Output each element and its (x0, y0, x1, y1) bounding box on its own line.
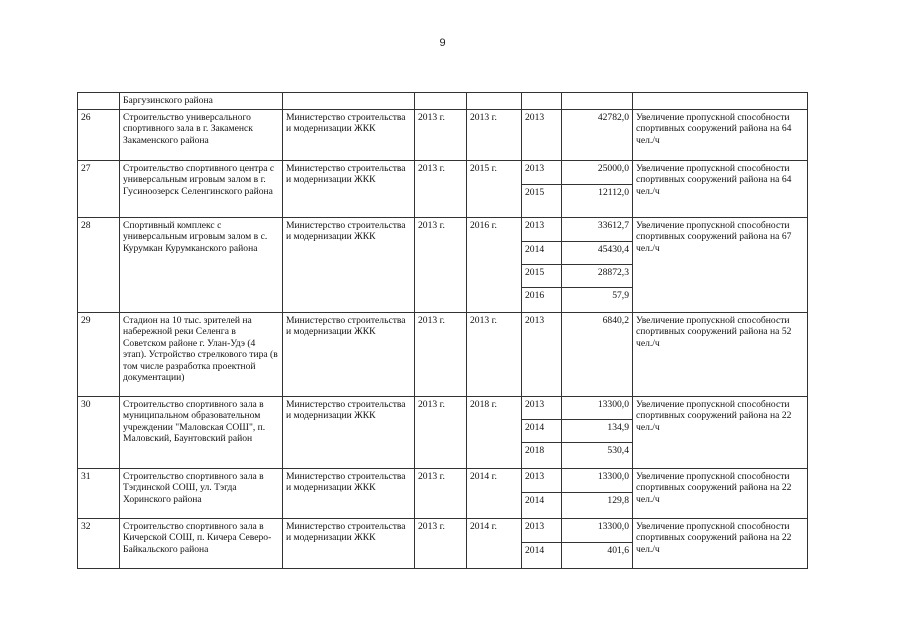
expected-result-cell: Увеличение пропускной способности спортивных сооружений района на 22 чел./ч (633, 397, 808, 469)
funding-amount-cell: 530,4 (562, 443, 633, 469)
funding-year-cell: 2013 (522, 469, 562, 493)
end-year-cell: 2018 г. (467, 397, 522, 469)
project-name-cell: Спортивный комплекс с универсальным игровым залом в с. Курумкан Курумканского района (120, 218, 283, 313)
empty-cell (633, 93, 808, 110)
program-table (77, 92, 808, 569)
funding-year-cell: 2013 (522, 218, 562, 242)
funding-amount-cell: 401,6 (562, 543, 633, 569)
project-name-cell: Строительство спортивного зала в муниципальном образовательном учреждении "Маловская СОШ", п. Маловский, Баунтовский район (120, 397, 283, 469)
end-year-cell: 2013 г. (467, 313, 522, 397)
funding-amount-cell: 33612,7 (562, 218, 633, 242)
table-row (78, 110, 808, 161)
table-row (78, 161, 808, 185)
empty-cell (522, 93, 562, 110)
project-name-cell: Баргузинского района (120, 93, 283, 110)
project-name-cell: Строительство универсального спортивного зала в г. Закаменск Закаменского района (120, 110, 283, 161)
executor-cell: Министерство строительства и модернизации ЖКК (283, 161, 415, 218)
executor-cell: Министерство строительства и модернизации ЖКК (283, 110, 415, 161)
table-row (78, 397, 808, 420)
project-name-cell: Строительство спортивного зала в Тэгдинской СОШ, ул. Тэгда Хоринского района (120, 469, 283, 519)
page-number: 9 (439, 37, 446, 49)
table-row (78, 93, 808, 110)
table-body (78, 93, 808, 569)
executor-cell: Министерство строительства и модернизации ЖКК (283, 313, 415, 397)
executor-cell: Министерство строительства и модернизации ЖКК (283, 218, 415, 313)
funding-year-cell: 2014 (522, 543, 562, 569)
row-number-cell (78, 93, 120, 110)
empty-cell (415, 93, 467, 110)
empty-cell (467, 93, 522, 110)
table-row (78, 218, 808, 242)
funding-amount-cell: 25000,0 (562, 161, 633, 185)
project-name-cell: Стадион на 10 тыс. зрителей на набережной реки Селенга в Советском районе г. Улан-Удэ (4 этап). Устройство стрелкового тира (в том числе разработка проектной документации) (120, 313, 283, 397)
end-year-cell: 2016 г. (467, 218, 522, 313)
row-number-cell: 28 (78, 218, 120, 313)
funding-amount-cell: 134,9 (562, 420, 633, 443)
funding-amount-cell: 129,8 (562, 493, 633, 519)
funding-amount-cell: 6840,2 (562, 313, 633, 397)
funding-amount-cell: 57,9 (562, 288, 633, 313)
funding-year-cell: 2014 (522, 493, 562, 519)
row-number-cell: 30 (78, 397, 120, 469)
end-year-cell: 2014 г. (467, 469, 522, 519)
funding-amount-cell: 42782,0 (562, 110, 633, 161)
table-row (78, 519, 808, 543)
empty-cell (562, 93, 633, 110)
funding-year-cell: 2014 (522, 420, 562, 443)
row-number-cell: 31 (78, 469, 120, 519)
empty-cell (283, 93, 415, 110)
row-number-cell: 26 (78, 110, 120, 161)
expected-result-cell: Увеличение пропускной способности спортивных сооружений района на 67 чел./ч (633, 218, 808, 313)
funding-year-cell: 2013 (522, 161, 562, 185)
row-number-cell: 29 (78, 313, 120, 397)
end-year-cell: 2013 г. (467, 110, 522, 161)
executor-cell: Министерство строительства и модернизации ЖКК (283, 469, 415, 519)
funding-amount-cell: 13300,0 (562, 469, 633, 493)
project-name-cell: Строительство спортивного зала в Кичерской СОШ, п. Кичера Северо-Байкальского района (120, 519, 283, 569)
start-year-cell: 2013 г. (415, 469, 467, 519)
start-year-cell: 2013 г. (415, 397, 467, 469)
end-year-cell: 2015 г. (467, 161, 522, 218)
funding-amount-cell: 13300,0 (562, 519, 633, 543)
executor-cell: Министерство строительства и модернизации ЖКК (283, 519, 415, 569)
row-number-cell: 27 (78, 161, 120, 218)
expected-result-cell: Увеличение пропускной способности спортивных сооружений района на 64 чел./ч (633, 161, 808, 218)
funding-year-cell: 2018 (522, 443, 562, 469)
funding-year-cell: 2015 (522, 185, 562, 218)
executor-cell: Министерство строительства и модернизации ЖКК (283, 397, 415, 469)
start-year-cell: 2013 г. (415, 161, 467, 218)
funding-year-cell: 2015 (522, 265, 562, 288)
table-row (78, 469, 808, 493)
start-year-cell: 2013 г. (415, 110, 467, 161)
funding-year-cell: 2013 (522, 519, 562, 543)
end-year-cell: 2014 г. (467, 519, 522, 569)
funding-year-cell: 2013 (522, 110, 562, 161)
funding-amount-cell: 13300,0 (562, 397, 633, 420)
funding-amount-cell: 45430,4 (562, 242, 633, 265)
funding-amount-cell: 28872,3 (562, 265, 633, 288)
funding-year-cell: 2016 (522, 288, 562, 313)
funding-year-cell: 2014 (522, 242, 562, 265)
start-year-cell: 2013 г. (415, 519, 467, 569)
expected-result-cell: Увеличение пропускной способности спортивных сооружений района на 52 чел./ч (633, 313, 808, 397)
project-name-cell: Строительство спортивного центра с универсальным игровым залом в г. Гусиноозерск Селенгинского района (120, 161, 283, 218)
expected-result-cell: Увеличение пропускной способности спортивных сооружений района на 22 чел./ч (633, 469, 808, 519)
expected-result-cell: Увеличение пропускной способности спортивных сооружений района на 64 чел./ч (633, 110, 808, 161)
row-number-cell: 32 (78, 519, 120, 569)
funding-year-cell: 2013 (522, 313, 562, 397)
start-year-cell: 2013 г. (415, 218, 467, 313)
start-year-cell: 2013 г. (415, 313, 467, 397)
expected-result-cell: Увеличение пропускной способности спортивных сооружений района на 22 чел./ч (633, 519, 808, 569)
funding-amount-cell: 12112,0 (562, 185, 633, 218)
funding-year-cell: 2013 (522, 397, 562, 420)
table-row (78, 313, 808, 397)
